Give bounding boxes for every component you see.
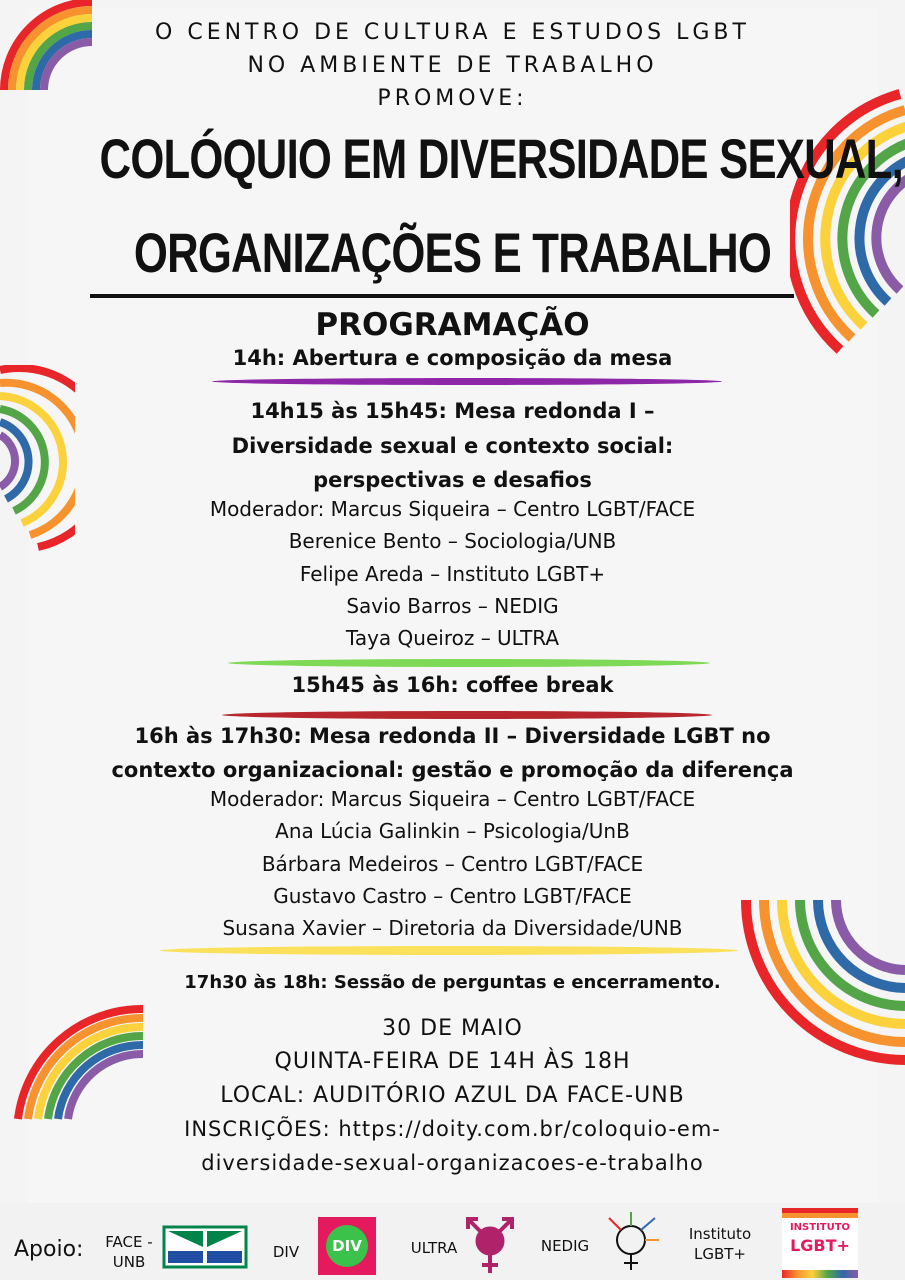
- session-1-speaker: Moderador: Marcus Siqueira – Centro LGBT/FACE: [209, 497, 696, 521]
- ultra-label: ULTRA: [410, 1239, 458, 1257]
- event-title-line-2: ORGANIZAÇÕES E TRABALHO: [133, 221, 772, 284]
- registration-link-line-2[interactable]: diversidade-sexual-organizacoes-e-trabalho: [201, 1151, 704, 1175]
- event-location: LOCAL: AUDITÓRIO AZUL DA FACE-UNB: [220, 1083, 685, 1108]
- session-2-title-line-1: 16h às 17h30: Mesa redonda II – Diversidade LGBT no: [134, 724, 771, 748]
- session-2-speaker: Gustavo Castro – Centro LGBT/FACE: [273, 884, 632, 908]
- face-label-line-1: FACE -: [105, 1233, 153, 1251]
- session-2-title-line-2: contexto organizacional: gestão e promoção da diferença: [111, 758, 794, 782]
- green-brush-divider: [228, 659, 710, 667]
- session-2-speaker: Moderador: Marcus Siqueira – Centro LGBT/FACE: [209, 787, 696, 811]
- session-1-speaker: Savio Barros – NEDIG: [346, 594, 559, 618]
- coffee-break: 15h45 às 16h: coffee break: [291, 673, 614, 697]
- event-title-line-1: COLÓQUIO EM DIVERSIDADE SEXUAL,: [99, 127, 903, 190]
- session-1-title-line-1: 14h15 às 15h45: Mesa redonda I –: [250, 399, 655, 423]
- organizer-line-1: O CENTRO DE CULTURA E ESTUDOS LGBT: [155, 20, 750, 45]
- closing-session: 17h30 às 18h: Sessão de perguntas e encerramento.: [184, 972, 721, 993]
- unb-logo: [162, 1225, 248, 1269]
- div-label: DIV: [272, 1243, 300, 1261]
- registration-link-line-1[interactable]: INSCRIÇÕES: https://doity.com.br/coloquio-em-: [184, 1117, 721, 1141]
- program-heading: PROGRAMAÇÃO: [315, 307, 590, 343]
- support-label: Apoio:: [14, 1237, 84, 1262]
- title-divider: [90, 294, 794, 298]
- session-2-speaker: Susana Xavier – Diretoria da Diversidade/UNB: [222, 916, 683, 940]
- instituto-logo-line-1: INSTITUTO: [789, 1222, 851, 1233]
- instituto-label-line-2: LGBT+: [693, 1245, 746, 1263]
- nedig-label: NEDIG: [540, 1237, 590, 1255]
- event-time: QUINTA-FEIRA DE 14H ÀS 18H: [274, 1049, 631, 1074]
- session-1-speaker: Berenice Bento – Sociologia/UNB: [288, 529, 617, 553]
- div-logo: [318, 1217, 376, 1275]
- session-1-speaker: Taya Queiroz – ULTRA: [345, 626, 560, 650]
- gender-diversity-symbol-icon: [603, 1208, 661, 1272]
- rainbow-top-left-decoration: [0, 0, 100, 95]
- div-logo-text: DIV: [326, 1225, 368, 1267]
- session-2-speaker: Ana Lúcia Galinkin – Psicologia/UnB: [275, 819, 630, 843]
- session-1-title-line-2: Diversidade sexual e contexto social:: [231, 434, 674, 458]
- session-2-speaker: Bárbara Medeiros – Centro LGBT/FACE: [261, 852, 644, 876]
- rainbow-left-decoration: [0, 365, 75, 555]
- event-date: 30 DE MAIO: [382, 1016, 523, 1041]
- organizer-line-2: NO AMBIENTE DE TRABALHO: [247, 53, 658, 78]
- transgender-symbol-icon: [462, 1213, 518, 1275]
- purple-brush-divider: [212, 378, 722, 385]
- red-brush-divider: [222, 711, 712, 719]
- organizer-line-3: PROMOVE:: [377, 86, 528, 111]
- yellow-brush-divider: [160, 946, 738, 955]
- instituto-lgbt-logo: [782, 1208, 858, 1278]
- session-1-title-line-3: perspectivas e desafios: [313, 468, 592, 492]
- face-unb-label: [100, 1232, 158, 1272]
- instituto-lgbt-label: [680, 1224, 760, 1264]
- instituto-label-line-1: Instituto: [688, 1225, 752, 1243]
- instituto-logo-line-2: LGBT+: [790, 1236, 850, 1255]
- face-label-line-2: UNB: [112, 1253, 146, 1271]
- opening-session: 14h: Abertura e composição da mesa: [232, 346, 673, 370]
- session-1-speaker: Felipe Areda – Instituto LGBT+: [299, 562, 606, 586]
